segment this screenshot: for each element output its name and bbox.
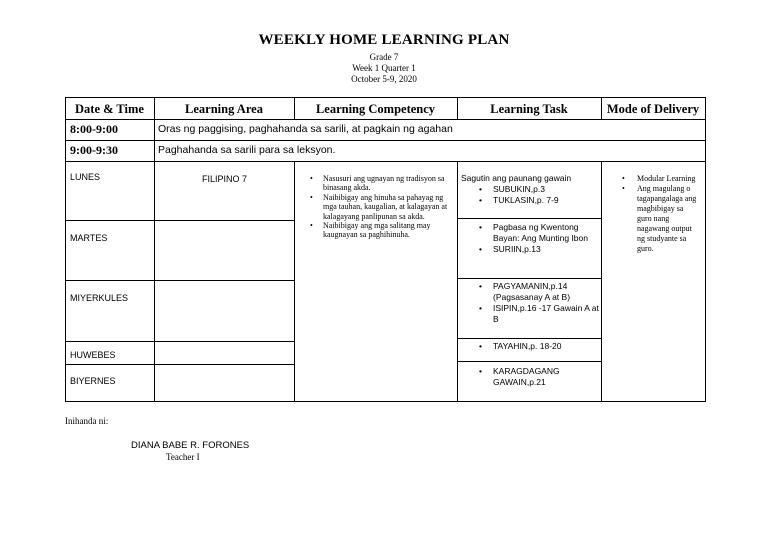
mode-of-delivery-list [604,174,700,254]
prepared-by-label: Inihanda ni: [65,416,109,426]
table-border-right [705,97,706,402]
task-divider [457,361,601,362]
row-divider [65,161,706,162]
list-item: • ISIPIN,p.16 -17 Gawain A at B [461,303,599,325]
list-item: • Modular Learning [604,174,700,184]
day-label: MARTES [70,233,108,243]
task-divider [457,278,601,279]
list-item: • KARAGDAGANG GAWAIN,p.21 [461,366,599,388]
task-divider [457,338,601,339]
table-border-bottom [65,401,706,402]
task-divider [457,218,601,219]
page-title: WEEKLY HOME LEARNING PLAN [258,32,510,48]
list-item: • Pagbasa ng Kwentong Bayan: Ang Munting Ibon [461,222,599,244]
row-divider [65,140,706,141]
day-label: HUWEBES [70,350,116,360]
day-label: MIYERKULES [70,293,129,303]
list-item: • SUBUKIN,p.3 [461,184,599,195]
day-label: BIYERNES [70,376,116,386]
list-item: • Nasusuri ang ugnayan ng tradisyon sa binasang akda. [303,174,453,193]
learning-area: FILIPINO 7 [201,174,247,184]
column-divider [294,161,295,402]
row-divider [65,280,294,281]
column-header: Mode of Delivery [606,102,700,116]
list-item: • PAGYAMANIN,p.14 (Pagsasanay A at B) [461,281,599,303]
week-label: Week 1 Quarter 1 [352,63,416,73]
schedule-activity: Paghahanda sa sarili para sa leksyon. [158,144,336,156]
competency-list [303,174,453,240]
row-divider [65,220,294,221]
list-item: • Naibibigay ang hinuha sa pahayag ng mga tauhan, kaugalian, at kalagayan at kalagayang panlipunan sa akda. [303,193,453,221]
column-header: Learning Competency [315,102,436,116]
teacher-position: Teacher I [166,452,200,462]
list-item: • Naibibigay ang mga salitang may kaugnayan sa paghihinuha. [303,221,453,240]
column-header: Learning Task [490,102,568,116]
list-item: • TUKLASIN,p. 7-9 [461,195,599,206]
task-cell-miyerkules [461,281,599,325]
list-item: • TAYAHIN,p. 18-20 [461,341,599,352]
list-item: • Ang magulang o tagapangalaga ang magbibigay sa guro nang nagawang output ng studyante sa guro. [604,184,700,254]
task-intro: Sagutin ang paunang gawain [461,173,572,183]
task-cell-lunes [461,173,599,206]
task-cell-huwebes [461,341,599,352]
time-slot: 9:00-9:30 [70,143,118,157]
table-border-left [65,97,66,402]
grade-label: Grade 7 [369,52,399,62]
day-label: LUNES [70,172,101,182]
column-divider [457,161,458,402]
table-border-top [65,97,706,98]
task-cell-biyernes [461,366,599,388]
task-cell-martes [461,222,599,255]
list-item: • SURIIN,p.13 [461,244,599,255]
column-header: Date & Time [75,102,144,116]
date-range: October 5-9, 2020 [351,74,417,84]
column-divider [601,161,602,402]
time-slot: 8:00-9:00 [70,122,118,136]
column-divider [154,97,155,402]
header-row-divider [65,119,706,120]
row-divider [65,364,294,365]
schedule-activity: Oras ng paggising, paghahanda sa sarili, at pagkain ng agahan [158,123,453,135]
row-divider [65,341,294,342]
column-header: Learning Area [185,102,263,116]
teacher-name: DIANA BABE R. FORONES [131,440,250,451]
